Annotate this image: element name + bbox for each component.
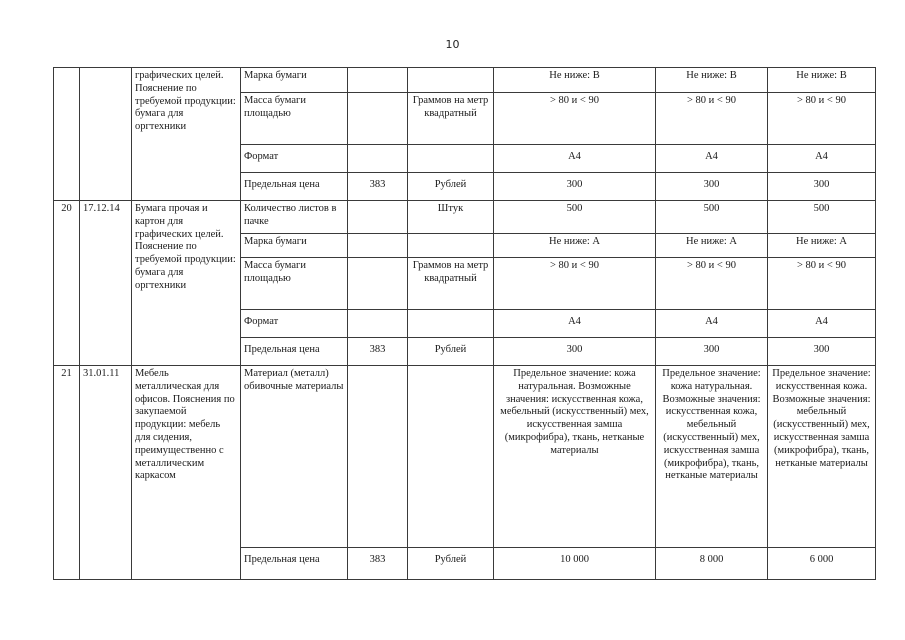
table-row <box>54 366 876 548</box>
value-group-2: 8 000 <box>656 548 768 580</box>
value-group-3: Не ниже: А <box>768 234 876 258</box>
value-group-1: Не ниже: А <box>494 234 656 258</box>
value-group-1: 300 <box>494 338 656 366</box>
unit-name: Рублей <box>408 548 494 580</box>
value-group-1: > 80 и < 90 <box>494 258 656 310</box>
item-number: 21 <box>54 366 80 580</box>
unit-name: Штук <box>408 201 494 234</box>
value-group-3: > 80 и < 90 <box>768 258 876 310</box>
value-group-2: А4 <box>656 145 768 173</box>
characteristic-name: Марка бумаги <box>241 68 348 93</box>
item-description: Мебель металлическая для офисов. Пояснения по закупаемой продукции: мебель для сидения, преимущественно с металлическим каркасом <box>132 366 241 580</box>
characteristic-name: Масса бумаги площадью <box>241 93 348 145</box>
value-group-1: А4 <box>494 145 656 173</box>
item-code: 17.12.14 <box>80 201 132 366</box>
unit-code: 383 <box>348 338 408 366</box>
unit-name <box>408 234 494 258</box>
unit-code <box>348 68 408 93</box>
item-description: Бумага прочая и картон для графических целей. Пояснение по требуемой продукции: бумага для оргтехники <box>132 201 241 366</box>
value-group-2: Предельное значение: кожа натуральная. Возможные значения: искусственная кожа, мебельный (искусственный) мех, искусственная замша (микрофибра), ткань, нетканые материалы <box>656 366 768 548</box>
value-group-1: > 80 и < 90 <box>494 93 656 145</box>
value-group-3: 6 000 <box>768 548 876 580</box>
table-row <box>54 68 876 93</box>
characteristic-name: Формат <box>241 145 348 173</box>
unit-name: Рублей <box>408 338 494 366</box>
item-code-cell <box>80 68 132 201</box>
value-group-1: Предельное значение: кожа натуральная. Возможные значения: искусственная кожа, мебельный (искусственный) мех, искусственная замша (микрофибра), ткань, нетканые материалы <box>494 366 656 548</box>
value-group-3: А4 <box>768 145 876 173</box>
value-group-3: Не ниже: В <box>768 68 876 93</box>
item-number-cell <box>54 68 80 201</box>
unit-code: 383 <box>348 173 408 201</box>
value-group-1: 10 000 <box>494 548 656 580</box>
unit-code <box>348 310 408 338</box>
unit-code <box>348 258 408 310</box>
value-group-2: > 80 и < 90 <box>656 258 768 310</box>
value-group-2: 500 <box>656 201 768 234</box>
characteristic-name: Предельная цена <box>241 338 348 366</box>
item-code: 31.01.11 <box>80 366 132 580</box>
unit-name: Граммов на метр квадратный <box>408 258 494 310</box>
value-group-1: 300 <box>494 173 656 201</box>
value-group-3: А4 <box>768 310 876 338</box>
characteristic-name: Формат <box>241 310 348 338</box>
unit-name: Рублей <box>408 173 494 201</box>
item-description: графических целей. Пояснение по требуемой продукции: бумага для оргтехники <box>132 68 241 201</box>
requirements-table <box>53 67 876 580</box>
unit-name <box>408 310 494 338</box>
value-group-3: > 80 и < 90 <box>768 93 876 145</box>
value-group-3: Предельное значение: искусственная кожа. Возможные значения: мебельный (искусственный) мех, искусственная замша (микрофибра), ткань, нетканые материалы <box>768 366 876 548</box>
unit-name <box>408 366 494 548</box>
value-group-2: 300 <box>656 338 768 366</box>
characteristic-name: Предельная цена <box>241 548 348 580</box>
table-row <box>54 201 876 234</box>
item-number: 20 <box>54 201 80 366</box>
unit-code <box>348 366 408 548</box>
value-group-2: 300 <box>656 173 768 201</box>
value-group-3: 300 <box>768 338 876 366</box>
characteristic-name: Предельная цена <box>241 173 348 201</box>
unit-code <box>348 234 408 258</box>
unit-name: Граммов на метр квадратный <box>408 93 494 145</box>
page-number: 10 <box>445 38 460 51</box>
value-group-2: Не ниже: А <box>656 234 768 258</box>
characteristic-name: Марка бумаги <box>241 234 348 258</box>
characteristic-name: Масса бумаги площадью <box>241 258 348 310</box>
value-group-1: А4 <box>494 310 656 338</box>
value-group-1: 500 <box>494 201 656 234</box>
value-group-2: А4 <box>656 310 768 338</box>
unit-name <box>408 145 494 173</box>
unit-code <box>348 93 408 145</box>
value-group-1: Не ниже: В <box>494 68 656 93</box>
unit-name <box>408 68 494 93</box>
value-group-3: 300 <box>768 173 876 201</box>
unit-code <box>348 201 408 234</box>
value-group-3: 500 <box>768 201 876 234</box>
characteristic-name: Количество листов в пачке <box>241 201 348 234</box>
characteristic-name: Материал (металл) обивочные материалы <box>241 366 348 548</box>
unit-code: 383 <box>348 548 408 580</box>
unit-code <box>348 145 408 173</box>
value-group-2: > 80 и < 90 <box>656 93 768 145</box>
value-group-2: Не ниже: В <box>656 68 768 93</box>
